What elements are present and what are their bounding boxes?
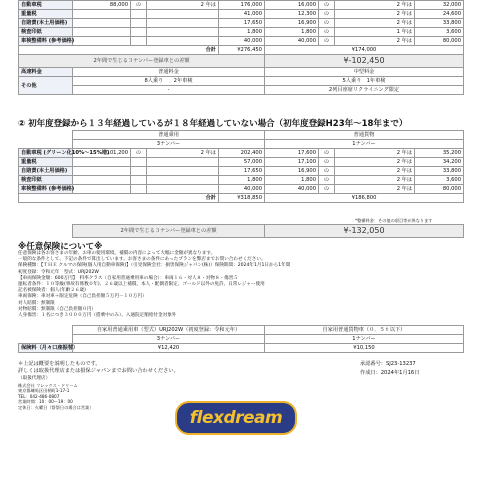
cell-b-amt: 33,800 [415,167,464,176]
cell-a-mid [131,19,147,28]
cell-b-term: 2 年は [335,1,415,10]
row-label: 重量税 [19,10,73,19]
cell-b-amt: 33,800 [415,19,464,28]
cell-a-term [147,185,219,194]
cell-a-term [147,176,219,185]
footer-note-2: 詳しくは取扱代理店または損保ジャパンまでお問い合わせください。 [18,368,179,374]
row-label: 車検整備料 (参考価格) [19,37,73,46]
cell-b-base: 16,000 [265,1,319,10]
cell-b-mid: の [319,37,335,46]
cell-a-base [73,185,131,194]
row-label: 検査印紙 [19,28,73,37]
cell-b-base: 1,800 [265,28,319,37]
tax-row [19,185,464,194]
row-label: 検査印紙 [19,176,73,185]
cell-b-base: 40,000 [265,185,319,194]
cell-b-base: 1,800 [265,176,319,185]
cell-b-base: 40,000 [265,37,319,46]
insurance-line: 運転者条件：１０等級(事故有係数０年)、２６歳以上補償、本人・配偶者限定、ゴールド以外の免許、日常レジャー使用 [18,282,265,288]
agency-line: 営業時間：10：00～19：00 [18,399,73,405]
cell-b-term: 1 年は [335,28,415,37]
cell-b-term: 2 年は [335,19,415,28]
cell-a-mid [131,176,147,185]
cell-a-term [147,28,219,37]
insurance-line: 任意保険は各お客さまの年齢、お車の使用環境、補償の内容によって大幅に金額が異なります。 [18,251,216,256]
cell-b-mid: の [319,19,335,28]
tax-row [19,149,464,158]
cell-a-base [73,10,131,19]
cell-a-amt: 202,400 [219,149,265,158]
cell-a-term [147,37,219,46]
insurance-conditions [18,251,290,319]
cell-a-mid [131,37,147,46]
cell-b-mid: の [319,10,335,19]
row-label: 自動車税 (グリーン化10%～15%増) [19,149,73,158]
row-label: 自賠責(本土用価格) [19,167,73,176]
cell-a-base [73,37,131,46]
total-row: 合計 ¥276,450 ¥174,000 [19,46,464,55]
approval-number: 承認番号：SJ23-13237 [360,361,416,367]
diff-row: 2年間で生じる３ナンバー登録車との差額 ¥-102,450 [19,55,464,68]
insurance-line: 保険種類：【ＴＨＥ クルマの保険(個人用自動車保険)】（引受保険会社：損害保険ジャパン(株)）保険期間：2024年1月1日から1年間 [18,263,291,269]
tax-row [19,10,464,19]
agency-line: 定休日：火曜日（祭祭日の場合は営業） [18,404,94,410]
insurance-line: 【車両保険金額：600万円】 料率クラス（自家用普通乗用車の場合）：車両１６・対人８・対物８・傷害５ [18,275,238,281]
row-label: 自動車税 [19,1,73,10]
cell-a-mid: の [131,1,147,10]
insurance-table: 自家用普通乗用車（型式）URJ202W（初度登録：令和元年） 自家用普通貨物車（０．５ｔ以下） 3ナンバー 1ナンバー 保険料（月々口座振替） ¥12,420 ¥10,150 [18,325,464,353]
cell-a-amt: 57,000 [219,158,265,167]
cell-b-term: 2 年は [335,37,415,46]
cell-b-amt: 24,600 [415,10,464,19]
cell-a-term [147,167,219,176]
cell-b-amt: 3,600 [415,28,464,37]
tax-row [19,19,464,28]
section-2-title: ② 初年度登録から１３年経過しているが１８年経過していない場合（初年度登録H23年〜18年まで） [18,119,408,129]
tax-table-2: 普通乗用 普通貨物 3ナンバー 1ナンバー 自動車税 (グリーン化10%～15%増) 101,200 の 2 年は 202,400 17,600 の 2 年は 35,200 重量税 57,000 17,100 の 2 年は 34,200 自賠責(本土用価格) 17,650 16,900 の 2 年は 33,800 検査印紙 1,800 1,800 の 2 年は 3,600 車検整備料 (参考価格) 40,000 40,000 の 2 年は 80,000 合計 ¥318,850 ¥186,800 [18,130,464,203]
cell-a-amt: 17,650 [219,19,265,28]
cell-a-base [73,158,131,167]
tax-row [19,37,464,46]
cell-a-amt: 40,000 [219,185,265,194]
cell-b-amt: 80,000 [415,37,464,46]
cell-b-mid: の [319,149,335,158]
cell-b-base: 16,900 [265,167,319,176]
tax-row [19,176,464,185]
cell-a-amt: 17,650 [219,167,265,176]
cell-a-amt: 40,000 [219,37,265,46]
cell-a-mid [131,10,147,19]
insurance-line: 人身傷害：１名につき３０００万円（搭乗中のみ）、入通院定額給付金対象外 [18,313,177,319]
cell-b-term: 2 年は [335,158,415,167]
cell-a-base [73,28,131,37]
cell-b-mid: の [319,185,335,194]
row-label: 重量税 [19,158,73,167]
insurance-line: 記名被保険者：個人(年齢２６歳) [18,288,86,294]
total-row: 合計 ¥318,850 ¥186,800 [19,194,464,203]
tax-row [19,167,464,176]
cell-b-amt: 34,200 [415,158,464,167]
cell-b-amt: 35,200 [415,149,464,158]
agency-line: TEL：042-486-0807 [18,393,60,399]
cell-a-term [147,19,219,28]
agency-block [18,383,93,410]
cell-a-term: 2 年は [147,1,219,10]
cell-a-amt: 1,800 [219,176,265,185]
cell-a-mid [131,28,147,37]
cell-a-term: 2 年は [147,149,219,158]
cell-b-mid: の [319,158,335,167]
insurance-line: 初度登録：令和元年 型式：URJ202W [18,269,99,275]
cell-a-mid [131,158,147,167]
cell-a-base [73,167,131,176]
cell-a-term [147,158,219,167]
maintenance-note: *整備料金：その他の項目等が異なります [355,218,433,223]
cell-a-base: 101,200 [73,149,131,158]
insurance-line: 対人賠償：無制限 [18,300,55,306]
cell-b-amt: 3,600 [415,176,464,185]
cell-b-base: 17,100 [265,158,319,167]
cell-a-amt: 41,000 [219,10,265,19]
cell-b-base: 16,900 [265,19,319,28]
cell-b-term: 2 年は [335,176,415,185]
cell-a-amt: 1,800 [219,28,265,37]
cell-a-mid [131,185,147,194]
insurance-line: 一般的な条件として、下記の条件で算出しています。お客さまの条件にあったプランを弊店までお問い合わせください。 [18,257,266,263]
cell-a-base: 88,000 [73,1,131,10]
tax-row [19,1,464,10]
cell-a-amt: 176,000 [219,1,265,10]
agency-line: 株式会社 フレックス・ドリーム [18,383,78,388]
tax-row [19,28,464,37]
tax-table-1: 自動車税 88,000 の 2 年は 176,000 16,000 の 2 年は 32,000 重量税 41,000 12,300 の 2 年は 24,600 自賠責(本土用価格) 17,650 16,900 の 2 年は 33,800 検査印紙 1,800 1,800 の 1 年は 3,600 車検整備料 (参考価格) 40,000 40,000 の 2 年は 80,000 合計 ¥276,450 ¥174,000 2年間で生じる３ナンバー登録車との差額 ¥-102,450 高速料金 普通料金 中型料金 その他 8人乗り 2年車検 5人乗り 1年車検 - 2列目座席リクライニング限定 [18,0,464,95]
cell-a-mid: の [131,149,147,158]
flexdream-logo: flexdream [175,401,297,435]
insurance-line: 車両保険：車対車＋限定危険（自己負担額５万円－１０万円） [18,294,147,300]
cell-b-mid: の [319,176,335,185]
insurance-title: ※任意保険について※ [18,242,103,252]
footer-note-1: ＊上記は概要を説明したものです。 [18,361,101,367]
insurance-line: 対物賠償：無制限（自己負担額０円） [18,306,97,312]
cell-b-base: 17,600 [265,149,319,158]
cell-b-base: 12,300 [265,10,319,19]
cell-a-term [147,10,219,19]
cell-b-mid: の [319,1,335,10]
diff-table-2: 2年間で生じる３ナンバー登録車との差額 ¥-132,050 [72,224,464,238]
cell-b-mid: の [319,167,335,176]
cell-b-mid: の [319,28,335,37]
cell-a-mid [131,167,147,176]
created-date: 作成日：2024年1月16日 [360,370,420,376]
cell-b-term: 2 年は [335,185,415,194]
cell-a-base [73,176,131,185]
cell-b-amt: 32,000 [415,1,464,10]
agency-label: （取扱代理店） [18,376,51,381]
cell-a-base [73,19,131,28]
cell-b-term: 2 年は [335,167,415,176]
row-label: 自賠責(本土用価格) [19,19,73,28]
cell-b-amt: 80,000 [415,185,464,194]
cell-b-term: 2 年は [335,149,415,158]
row-label: 車検整備料 (参考価格) [19,185,73,194]
cell-b-term: 2 年は [335,10,415,19]
agency-line: 東京都練馬区田柄町1-17-1 [18,388,70,394]
tax-row [19,158,464,167]
